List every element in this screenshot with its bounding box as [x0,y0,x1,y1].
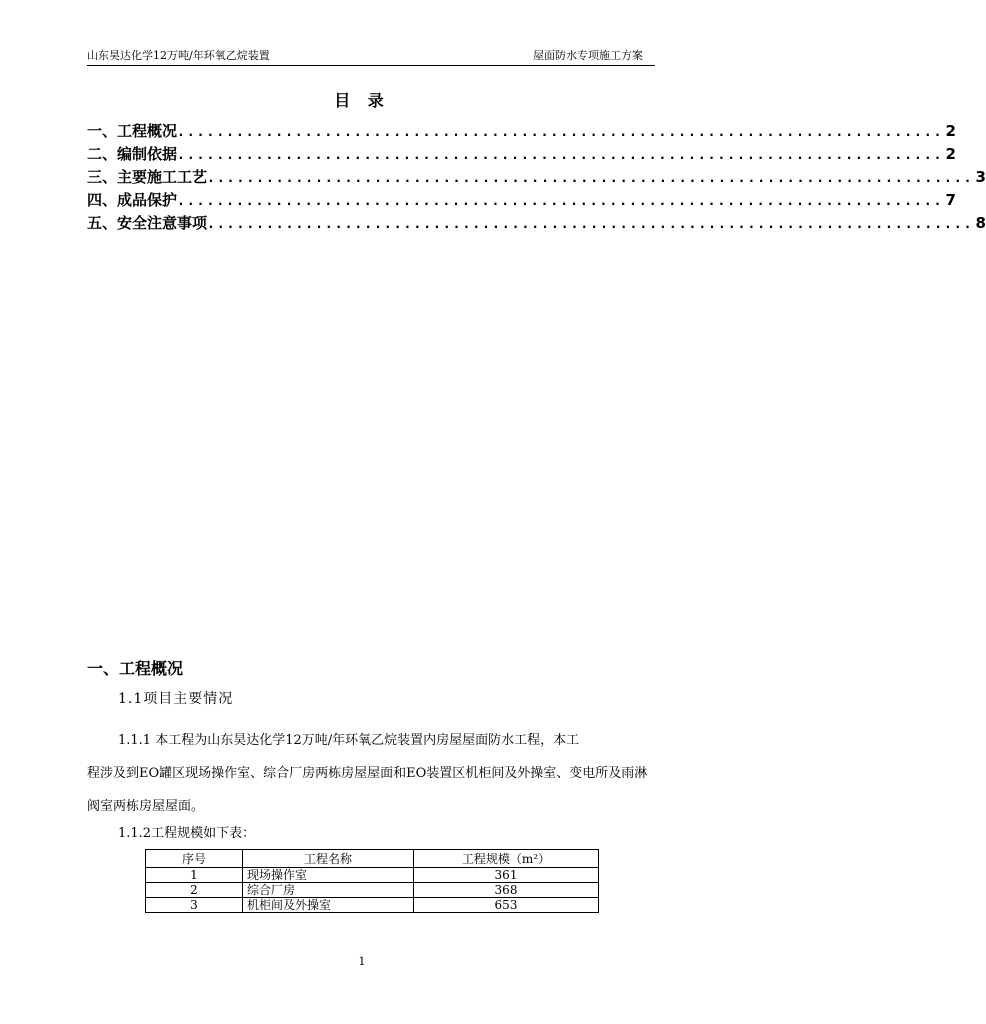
paragraph-continuation: 程涉及到EO罐区现场操作室、综合厂房两栋房屋屋面和EO装置区机柜间及外操室、变电所及雨淋阀室两栋房屋屋面。 [87,766,648,814]
table-row [146,868,599,883]
row-name: 机柜间及外操室 [243,898,414,913]
header-document-title: 屋面防水专项施工方案 [533,49,643,62]
paragraph-first-line: 1.1.1 本工程为山东昊达化学12万吨/年环氧乙烷装置内房屋屋面防水工程，本工 [118,733,580,748]
page-header [87,49,655,66]
row-scale: 368 [414,883,599,898]
row-index: 2 [146,883,243,898]
scale-heading: 1.1.2工程规模如下表： [118,826,256,841]
toc-item-label: 一、工程概况 [87,122,178,140]
toc-leader-dots: .............................................................................. [177,148,944,163]
toc-item-page: 2 [945,145,956,163]
toc-item[interactable] [87,143,956,166]
toc-item-label: 五、安全注意事项 [87,214,208,232]
row-scale: 361 [414,868,599,883]
toc-item-page: 8 [975,214,986,232]
table-row [146,883,599,898]
toc-leader-dots: .............................................................................. [177,194,944,209]
toc-item-label: 三、主要施工工艺 [87,168,208,186]
table-header-row [146,850,599,868]
toc-item[interactable] [87,166,986,189]
column-header-index: 序号 [146,850,243,868]
toc-item-page: 2 [945,122,956,140]
column-header-name: 工程名称 [243,850,414,868]
toc-item-label: 二、编制依据 [87,145,178,163]
row-name: 综合厂房 [243,883,414,898]
toc-leader-dots: .............................................................................. [207,171,974,186]
toc-title: 目 录 [334,91,390,110]
toc-leader-dots: .............................................................................. [207,217,974,232]
table-row [146,898,599,913]
toc-item-page: 3 [975,168,986,186]
row-name: 现场操作室 [243,868,414,883]
row-index: 3 [146,898,243,913]
toc-item[interactable] [87,120,956,143]
page-number: 1 [358,955,366,968]
section-heading: 一、工程概况 [87,659,184,678]
toc-item-page: 7 [945,191,956,209]
toc-item-label: 四、成品保护 [87,191,178,209]
column-header-scale: 工程规模（m²） [414,850,599,868]
toc-leader-dots: .............................................................................. [177,125,944,140]
row-index: 1 [146,868,243,883]
toc-item[interactable] [87,212,986,235]
subsection-heading: 1.1项目主要情况 [118,691,234,707]
project-description [87,724,657,823]
header-project-title: 山东昊达化学12万吨/年环氧乙烷装置 [87,49,270,62]
table-of-contents [87,120,986,235]
row-scale: 653 [414,898,599,913]
toc-item[interactable] [87,189,956,212]
project-scale-table [145,849,599,913]
